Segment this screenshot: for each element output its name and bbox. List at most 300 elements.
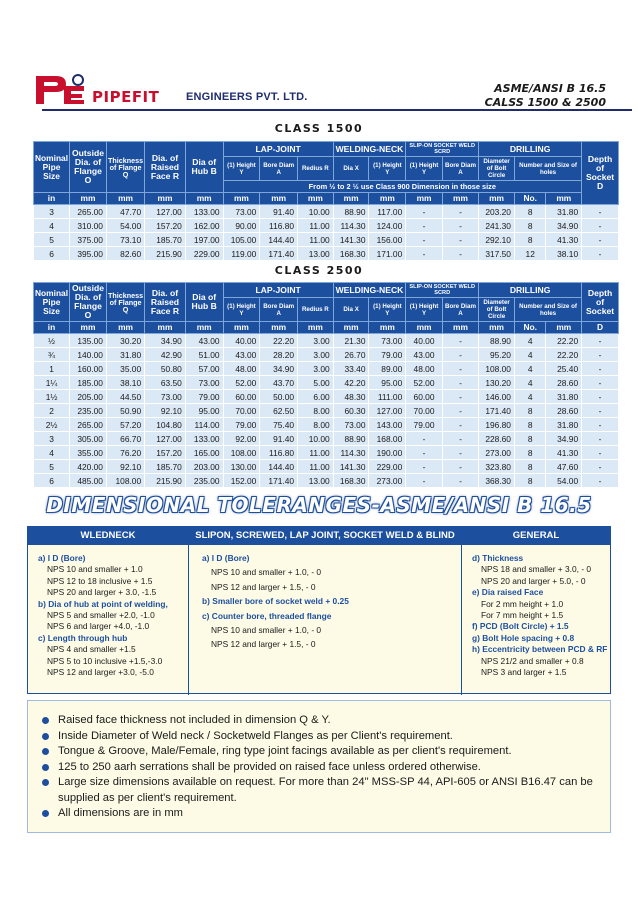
table-cell: 1½ <box>34 390 70 404</box>
table-cell: 273.00 <box>479 446 515 460</box>
col-welding-neck: WELDING-NECK <box>333 142 406 157</box>
table-cell: 25.40 <box>546 362 582 376</box>
col-drilling: DRILLING <box>479 283 582 298</box>
table-cell: 60.00 <box>406 390 443 404</box>
table-cell: 108.00 <box>479 362 515 376</box>
tolerance-item: NPS 10 and smaller + 1.0 <box>47 564 143 575</box>
table-cell: 31.80 <box>546 418 582 432</box>
table-cell: 47.70 <box>106 205 144 219</box>
table-cell: 31.80 <box>546 205 582 219</box>
tolerance-item: NPS 6 and larger +4.0, -1.0 <box>47 621 150 632</box>
table-cell: 31.80 <box>106 348 144 362</box>
table-cell: 22.20 <box>546 348 582 362</box>
table-cell: - <box>406 460 443 474</box>
table-cell: 141.30 <box>333 460 369 474</box>
table-cell: 5.00 <box>298 376 334 390</box>
table-cell: 62.50 <box>260 404 298 418</box>
unit-cell: mm <box>479 322 515 334</box>
table-cell: 6 <box>34 474 70 488</box>
tolerance-item: NPS 20 and larger + 5.0, - 0 <box>481 575 586 586</box>
note-item <box>42 713 596 729</box>
table-cell: 215.90 <box>145 247 186 261</box>
table-cell: 22.20 <box>546 334 582 348</box>
table-row <box>34 474 619 488</box>
table-cell: 165.00 <box>185 446 223 460</box>
table-cell: 4 <box>514 348 546 362</box>
unit-cell-no: No. <box>514 193 546 205</box>
tol-col-weldneck <box>38 553 186 678</box>
table-cell: - <box>442 390 478 404</box>
table-cell: 91.40 <box>260 432 298 446</box>
table-cell: 1 <box>34 362 70 376</box>
table-cell: 60.00 <box>223 390 260 404</box>
table-cell: 11.00 <box>298 233 334 247</box>
table-cell: 50.00 <box>260 390 298 404</box>
table-cell: 157.20 <box>145 446 186 460</box>
col-raised-face: Dia. of Raised Face R <box>145 142 186 193</box>
table-cell: 52.00 <box>406 376 443 390</box>
table-cell: 2½ <box>34 418 70 432</box>
bullet-icon <box>42 764 49 771</box>
table-cell: 203.00 <box>185 460 223 474</box>
table-cell: 8 <box>514 233 546 247</box>
col-nominal: Nominal Pipe Size <box>34 283 70 322</box>
table-cell: 3 <box>34 205 70 219</box>
table-cell: 156.00 <box>369 233 406 247</box>
table-cell: 12 <box>514 247 546 261</box>
table-row <box>34 390 619 404</box>
col-lap-height: (1) Height Y <box>223 298 260 322</box>
table-cell: 92.10 <box>145 404 186 418</box>
table-cell: 13.00 <box>298 474 334 488</box>
table-cell: 3.00 <box>298 348 334 362</box>
bullet-icon <box>42 810 49 817</box>
table-cell: - <box>442 334 478 348</box>
table-cell: - <box>582 247 619 261</box>
col-lap-bore: Bore Diam A <box>260 157 298 181</box>
table-cell: 171.00 <box>369 247 406 261</box>
class-1500-title: CLASS 1500 <box>274 122 364 135</box>
tol-col-slipon <box>202 553 457 654</box>
table-cell: 40.00 <box>223 334 260 348</box>
col-so-bore: Bore Diam A <box>442 157 478 181</box>
col-hub: Dia of Hub B <box>185 283 223 322</box>
tolerance-item: NPS 10 and smaller + 1.0, - 0 <box>211 625 322 636</box>
table-cell: 8.00 <box>298 418 334 432</box>
unit-cell: mm <box>223 193 260 205</box>
table-cell: - <box>406 432 443 446</box>
tol-divider-2 <box>461 527 462 695</box>
table-cell: 185.70 <box>145 233 186 247</box>
table-cell: 82.60 <box>106 247 144 261</box>
unit-cell: mm <box>185 193 223 205</box>
tolerance-item: NPS 12 to 18 inclusive + 1.5 <box>47 575 153 586</box>
tol-col-general <box>472 553 608 678</box>
class-2500-title: CLASS 2500 <box>274 264 364 277</box>
unit-cell: mm <box>333 193 369 205</box>
header-rule <box>42 109 632 111</box>
standard-line-1: ASME/ANSI B 16.5 <box>494 82 606 95</box>
table-cell: - <box>442 219 478 233</box>
unit-cell: mm <box>145 193 186 205</box>
table-cell: - <box>442 418 478 432</box>
table-cell: 235.00 <box>70 404 107 418</box>
unit-cell-depth: D <box>582 322 619 334</box>
table-row <box>34 362 619 376</box>
col-raised-face: Dia. of Raised Face R <box>145 283 186 322</box>
tol-head-general: GENERAL <box>462 527 610 545</box>
table-cell: 185.70 <box>145 460 186 474</box>
table-cell: 33.40 <box>333 362 369 376</box>
table-cell: 11.00 <box>298 446 334 460</box>
unit-cell: mm <box>298 193 334 205</box>
tolerance-heading: d) Thickness <box>472 553 524 563</box>
table-cell: 116.80 <box>260 446 298 460</box>
table-cell: 66.70 <box>106 432 144 446</box>
table-cell: 114.00 <box>185 418 223 432</box>
col-bolt-circle: Diameter of Bolt Circle <box>479 157 515 181</box>
unit-cell: in <box>34 193 70 205</box>
table-cell: 11.00 <box>298 460 334 474</box>
table-cell: 21.30 <box>333 334 369 348</box>
table-cell: 63.50 <box>145 376 186 390</box>
col-lap-bore: Bore Diam A <box>260 298 298 322</box>
table-cell: 30.20 <box>106 334 144 348</box>
col-wn-dia: Dia X <box>333 157 369 181</box>
table-cell: 41.30 <box>546 446 582 460</box>
table-cell: 88.90 <box>333 432 369 446</box>
note-text: 125 to 250 aarh serrations shall be provided on raised face unless ordered otherwise. <box>58 760 481 773</box>
tolerance-item: NPS 12 and larger + 1.5, - 0 <box>211 639 316 650</box>
table-cell: 127.00 <box>145 205 186 219</box>
col-so-bore: Bore Diam A <box>442 298 478 322</box>
table-cell: 160.00 <box>70 362 107 376</box>
table-cell: 42.90 <box>145 348 186 362</box>
table-cell: 73.10 <box>106 233 144 247</box>
note-item <box>42 775 596 806</box>
table-cell: 3 <box>34 432 70 446</box>
unit-cell: mm <box>406 193 443 205</box>
unit-cell: mm <box>260 193 298 205</box>
table-cell: 133.00 <box>185 205 223 219</box>
tolerance-heading: f) PCD (Bolt Circle) + 1.5 <box>472 621 569 632</box>
col-lap-joint: LAP-JOINT <box>223 142 333 157</box>
table-cell: 42.20 <box>333 376 369 390</box>
unit-cell: mm <box>546 193 582 205</box>
col-thickness: Thickness of Flange Q <box>106 142 144 193</box>
table-cell: 88.90 <box>333 205 369 219</box>
table-cell: 34.90 <box>546 219 582 233</box>
table-cell: 79.00 <box>223 418 260 432</box>
col-wn-height: (1) Height Y <box>369 157 406 181</box>
note-text: Tongue & Groove, Male/Female, ring type joint facings available as per client's requirement. <box>58 745 512 757</box>
table-cell: 95.00 <box>369 376 406 390</box>
col-holes: Number and Size of holes <box>514 298 581 322</box>
table-cell: 168.30 <box>333 247 369 261</box>
tolerance-heading: a) I D (Bore) <box>38 553 86 563</box>
unit-cell: in <box>34 322 70 334</box>
table-cell: 8 <box>514 460 546 474</box>
table-cell: 54.00 <box>106 219 144 233</box>
col-wn-dia: Dia X <box>333 298 369 322</box>
table-cell: - <box>406 247 443 261</box>
unit-cell: mm <box>145 322 186 334</box>
table-cell: 229.00 <box>185 247 223 261</box>
tolerance-item: NPS 5 and smaller +2.0, -1.0 <box>47 610 155 621</box>
table-cell: - <box>442 348 478 362</box>
table-cell: 8 <box>514 205 546 219</box>
standard-title <box>485 82 606 110</box>
table-cell: 35.00 <box>106 362 144 376</box>
table-cell: 196.80 <box>479 418 515 432</box>
tolerance-heading: b) Smaller bore of socket weld + 0.25 <box>202 596 349 607</box>
table-cell: 88.90 <box>479 334 515 348</box>
table-cell: 4 <box>514 334 546 348</box>
table-cell: 171.40 <box>479 404 515 418</box>
table-cell: 127.00 <box>145 432 186 446</box>
table-cell: 152.00 <box>223 474 260 488</box>
col-holes: Number and Size of holes <box>514 157 581 181</box>
table-cell: 79.00 <box>369 348 406 362</box>
table-cell: 73.00 <box>369 334 406 348</box>
table-cell: 6 <box>34 247 70 261</box>
tolerance-heading: g) Bolt Hole spacing + 0.8 <box>472 632 575 643</box>
table-cell: 26.70 <box>333 348 369 362</box>
table-row <box>34 404 619 418</box>
tol-head-weldneck: WLEDNECK <box>28 527 188 545</box>
unit-cell: mm <box>106 193 144 205</box>
table-cell: - <box>442 205 478 219</box>
table-row <box>34 247 619 261</box>
table-cell: 146.00 <box>479 390 515 404</box>
table-cell: 368.30 <box>479 474 515 488</box>
unit-cell: mm <box>442 193 478 205</box>
table-row <box>34 348 619 362</box>
table-cell: 57.20 <box>106 418 144 432</box>
table-cell: 8.00 <box>298 404 334 418</box>
table-cell: 73.00 <box>145 390 186 404</box>
table-row <box>34 446 619 460</box>
col-outside: Outside Dia. of Flange O <box>70 142 107 193</box>
table-cell: 28.20 <box>260 348 298 362</box>
table-cell: 124.00 <box>369 219 406 233</box>
table-cell: 73.00 <box>223 205 260 219</box>
table-cell: 11.00 <box>298 219 334 233</box>
table-cell: - <box>442 404 478 418</box>
bullet-icon <box>42 717 49 724</box>
unit-cell: mm <box>185 322 223 334</box>
col-lap-joint: LAP-JOINT <box>223 283 333 298</box>
tol-divider-1 <box>188 527 189 695</box>
table-cell: 111.00 <box>369 390 406 404</box>
table-cell: 114.30 <box>333 446 369 460</box>
table-cell: 143.00 <box>369 418 406 432</box>
units-row <box>34 322 619 334</box>
table-cell: - <box>442 376 478 390</box>
unit-cell: mm <box>442 322 478 334</box>
table-cell: - <box>442 446 478 460</box>
class-1500-table <box>33 141 619 261</box>
table-cell: 133.00 <box>185 432 223 446</box>
table-cell: 73.00 <box>185 376 223 390</box>
table-cell: 34.90 <box>260 362 298 376</box>
table-cell: 171.40 <box>260 474 298 488</box>
table-cell: 8 <box>514 404 546 418</box>
table-cell: - <box>582 404 619 418</box>
table-cell: 190.00 <box>369 446 406 460</box>
table-cell: 95.20 <box>479 348 515 362</box>
table-cell: ½ <box>34 334 70 348</box>
table-cell: - <box>406 233 443 247</box>
table-cell: 51.00 <box>185 348 223 362</box>
table-cell: 60.30 <box>333 404 369 418</box>
col-depth: Depth of Socket <box>582 283 619 322</box>
table-cell: 92.10 <box>106 460 144 474</box>
units-row <box>34 193 619 205</box>
table-cell: 44.50 <box>106 390 144 404</box>
table-cell: 323.80 <box>479 460 515 474</box>
table-cell: 130.20 <box>479 376 515 390</box>
table-cell: 5 <box>34 460 70 474</box>
table-cell: 171.40 <box>260 247 298 261</box>
tolerance-heading: c) Length through hub <box>38 632 128 643</box>
table-cell: - <box>582 348 619 362</box>
tolerance-heading: e) Dia raised Face <box>472 587 544 598</box>
table-cell: 485.00 <box>70 474 107 488</box>
table-cell: 2 <box>34 404 70 418</box>
table-cell: - <box>442 460 478 474</box>
table-cell: 89.00 <box>369 362 406 376</box>
note-item <box>42 806 596 822</box>
table-cell: 3.00 <box>298 362 334 376</box>
table-cell: 116.80 <box>260 219 298 233</box>
note-text: All dimensions are in mm <box>58 807 183 819</box>
table-cell: - <box>582 205 619 219</box>
table-cell: 43.00 <box>185 334 223 348</box>
col-wn-height: (1) Height Y <box>369 298 406 322</box>
unit-cell: mm <box>333 322 369 334</box>
table-cell: 157.20 <box>145 219 186 233</box>
note-text: Raised face thickness not included in dimension Q & Y. <box>58 714 331 726</box>
table-cell: 57.00 <box>185 362 223 376</box>
table-cell: 420.00 <box>70 460 107 474</box>
unit-cell: mm <box>546 322 582 334</box>
col-bolt-circle: Diameter of Bolt Circle <box>479 298 515 322</box>
tolerance-heading: c) Counter bore, threaded flange <box>202 610 332 621</box>
col-welding-neck: WELDING-NECK <box>333 283 406 298</box>
table-cell: 141.30 <box>333 233 369 247</box>
table-cell: 135.00 <box>70 334 107 348</box>
table-cell: 50.80 <box>145 362 186 376</box>
table-cell: - <box>582 219 619 233</box>
pe-logo-icon <box>34 72 86 106</box>
table-cell: - <box>582 362 619 376</box>
brand-subtitle: ENGINEERS PVT. LTD. <box>186 91 308 103</box>
bullet-icon <box>42 733 49 740</box>
class-900-note: From ½ to 2 ½ use Class 900 Dimension in those size <box>223 181 582 193</box>
col-lap-radius: Redius R <box>298 157 334 181</box>
tolerance-heading: a) I D (Bore) <box>202 553 250 563</box>
tolerances-title: DIMENSIONAL TOLERANGES-ASME/ANSI B 16.5 <box>46 493 592 517</box>
table-cell: 235.00 <box>185 474 223 488</box>
table-cell: 144.40 <box>260 460 298 474</box>
tolerance-item: NPS 12 and larger +3.0, -5.0 <box>47 667 154 678</box>
tolerance-item: For 2 mm height + 1.0 <box>481 598 564 609</box>
table-cell: 8 <box>514 418 546 432</box>
col-lap-radius: Redius R <box>298 298 334 322</box>
table-cell: 75.40 <box>260 418 298 432</box>
table-cell: 28.60 <box>546 376 582 390</box>
tolerance-item: NPS 5 to 10 inclusive +1.5,-3.0 <box>47 655 163 666</box>
table-cell: 108.00 <box>223 446 260 460</box>
table-cell: - <box>442 432 478 446</box>
unit-cell: mm <box>369 322 406 334</box>
table-cell: - <box>406 446 443 460</box>
table-row <box>34 205 619 219</box>
table-cell: 168.30 <box>333 474 369 488</box>
unit-cell: mm <box>106 322 144 334</box>
unit-cell: mm <box>298 322 334 334</box>
table-cell: - <box>406 474 443 488</box>
table-cell: 395.00 <box>70 247 107 261</box>
table-cell: 127.00 <box>369 404 406 418</box>
table-cell: 8 <box>514 219 546 233</box>
class-2500-table <box>33 282 619 488</box>
table-cell: - <box>442 362 478 376</box>
table-cell: 43.70 <box>260 376 298 390</box>
table-cell: - <box>582 233 619 247</box>
note-text: Large size dimensions available on request. For more than 24" MSS-SP 44, API-605 or ANSI B16.47 can be supplied as per client's requirement. <box>58 776 593 804</box>
unit-cell: mm <box>70 322 107 334</box>
table-cell: 215.90 <box>145 474 186 488</box>
table-cell: - <box>582 474 619 488</box>
table-cell: 265.00 <box>70 418 107 432</box>
unit-cell-no: No. <box>514 322 546 334</box>
table-cell: 47.60 <box>546 460 582 474</box>
table-cell: 292.10 <box>479 233 515 247</box>
table-cell: 34.90 <box>145 334 186 348</box>
table-cell: 185.00 <box>70 376 107 390</box>
table-row <box>34 376 619 390</box>
table-cell: 197.00 <box>185 233 223 247</box>
unit-cell: mm <box>223 322 260 334</box>
table-cell: 48.00 <box>406 362 443 376</box>
tolerance-item: NPS 18 and smaller + 3.0, - 0 <box>481 564 592 575</box>
table-cell: 31.80 <box>546 390 582 404</box>
brand-name: PIPEFIT <box>92 88 160 106</box>
table-cell: 13.00 <box>298 247 334 261</box>
table-cell: 34.90 <box>546 432 582 446</box>
table-cell: 108.00 <box>106 474 144 488</box>
table-cell: 10.00 <box>298 205 334 219</box>
table-cell: 38.10 <box>106 376 144 390</box>
table-row <box>34 334 619 348</box>
tolerance-item: NPS 10 and smaller + 1.0, - 0 <box>211 567 322 578</box>
table-cell: 4 <box>514 390 546 404</box>
table-cell: 203.20 <box>479 205 515 219</box>
table-row <box>34 219 619 233</box>
tolerances-box <box>27 526 611 694</box>
table-cell: 70.00 <box>223 404 260 418</box>
table-cell: 73.00 <box>333 418 369 432</box>
table-cell: 265.00 <box>70 205 107 219</box>
table-cell: 130.00 <box>223 460 260 474</box>
col-hub: Dia of Hub B <box>185 142 223 193</box>
col-thickness: Thickness of Flange Q <box>106 283 144 322</box>
table-cell: 8 <box>514 446 546 460</box>
table-cell: 228.60 <box>479 432 515 446</box>
table-cell: - <box>582 376 619 390</box>
